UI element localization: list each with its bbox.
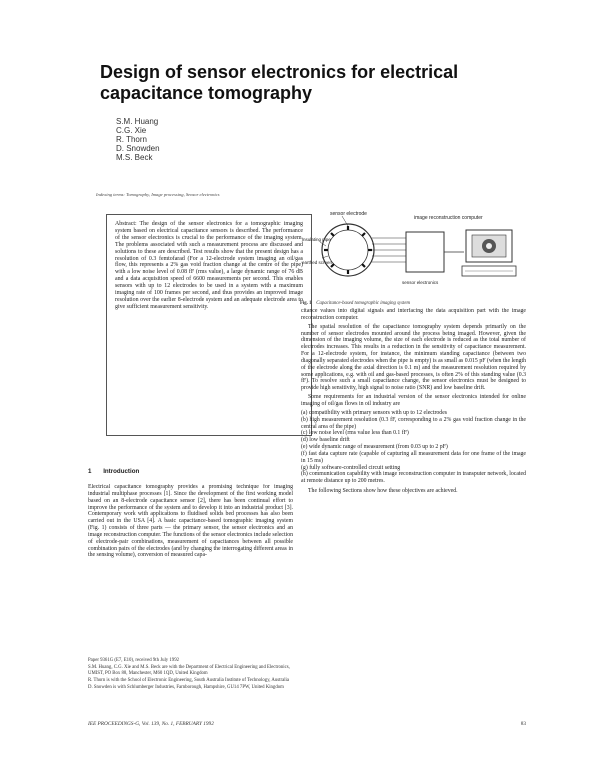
- figure-caption: [300, 301, 526, 306]
- label-image-computer: image reconstruction computer: [414, 215, 483, 221]
- requirement-item: (d) low baseline drift: [301, 437, 350, 444]
- section-heading: [88, 468, 149, 475]
- author-list: [116, 117, 160, 162]
- body-paragraph: citance values into digital signals and interfacing the data acquisition part with the image reconstruction computer.: [301, 308, 526, 321]
- abstract-text: Abstract: The design of the sensor electronics for a tomographic imaging system based on electrical capacitance sensors is described. The performance of the sensor electronics is crucial to the performance of the imaging system. The problems associated with such a measurement process are discussed and solutions to these are described. Test results show that the present design has a resolution of 0.3 femtofarad (For a 12-electrode system imaging an oil/gas flow, this represents a 2% gas void fraction change at the centre of the pipe) with a low noise level of 0.08 fF (rms value), a large dynamic range of 76 dB and a data acquisition speed of 6600 measurements per second. This enables sensors with up to 12 electrodes to be used in a system with a maximum imaging rate of 100 frames per second, and thus provides an improved image resolution over the earlier 8-electrode system and an adequate electrode area to give sufficient measurement sensitivity.: [115, 221, 303, 310]
- electronics-box: [406, 232, 444, 272]
- footnote: D. Snowden is with Schlumberger Industries, Farnborough, Hampshire, GU14 7PW, United Kingdom: [88, 684, 284, 690]
- requirement-item: (b) high measurement resolution (0.3 fF, corresponding to a 2% gas void fraction change in the central area of the pipe): [301, 416, 526, 430]
- footnote: S.M. Huang, C.G. Xie and M.S. Beck are with the Department of Electrical Engineering and Electronics, UMIST, PO Box 88, Manchester, M60 1QD, United Kingdom: [88, 664, 290, 676]
- author-name: M.S. Beck: [116, 153, 153, 162]
- right-column-text: [301, 308, 526, 708]
- body-paragraph: The spatial resolution of the capacitance tomography system depends primarily on the number of sensor electrodes mounted around the process being imaged. However, given the dimension of the imaging volume, the size of each electrode is reduced as the total number of electrodes increases. This results in a reduction in the sensitivity of capacitance measurement. For a 12-electrode system, for instance, the minimum standing capacitance (between two diagonally separated electrodes when the pipe is empty) is as small as 0.015 pF (when the length of the electrode along the axial direction is 0.1 m) and the measurement resolution required by some applications, e.g. with oil and gas-based processes, is often 2% of this standing value (0.3 fF). To resolve such a small capacitance change, the sensor electronics must be designed to provide high sensitivity, high signal to noise ratio (SNR) and low baseline drift.: [301, 323, 526, 392]
- author-name: R. Thorn: [116, 135, 147, 144]
- paper-title: [100, 62, 460, 104]
- system-figure: [302, 208, 528, 300]
- author-name: C.G. Xie: [116, 126, 147, 135]
- requirement-item: (h) communication capability with image reconstruction computer in transputer network, located at remote distance up to 200 metres.: [301, 471, 526, 485]
- footnote: Paper 9361G (E7, E10), received 9th July 1992: [88, 658, 179, 663]
- footnotes: [88, 658, 293, 692]
- label-sensor-electronics: sensor electronics: [402, 280, 439, 285]
- label-insulating-pipe: insulating pipe: [302, 237, 331, 242]
- figure-diagram: [302, 208, 528, 300]
- sensor-drawing: [320, 216, 374, 276]
- body-paragraph: Some requirements for an industrial version of the sensor electronics intended for online imaging of oil/gas flows in oil industry are: [301, 394, 526, 407]
- requirement-item: (f) fast data capture rate (capable of capturing all measurement data for one frame of the image in 15 ms): [301, 450, 526, 464]
- requirement-item: (c) low noise level (rms value less than 0.1 fF): [301, 430, 409, 437]
- section-title: Introduction: [103, 468, 140, 475]
- abstract-box: [106, 214, 312, 436]
- intro-paragraph: Electrical capacitance tomography provides a promising technique for imaging industrial multiphase processes [1]. Since the development of the first working model based on an 8-electrode capacitance sensor [2], there has been continual effort to improve the performance of the system and to develop it into an industrial product [3]. Contemporary work with applications to fluidised solids bed processes has also been carried out in the USA [4]. A basic capacitance-based tomographic imaging system (Fig. 1) consists of three parts — the primary sensor, the sensor electronics and an image reconstruction computer. The functions of the sensor electronics include selection of electrode-pair combinations, measurement of capacitances between all possible combination pairs of the electrodes (and by changing the interrogating different areas in the sensing volume), conversion of measured capa-: [88, 484, 293, 559]
- journal-reference: IEE PROCEEDINGS-G, Vol. 139, No. 1, FEBRUARY 1992: [88, 721, 214, 727]
- body-paragraph: The following Sections show how these objectives are achieved.: [308, 488, 458, 495]
- requirement-item: (g) fully software-controlled circuit setting: [301, 464, 401, 471]
- title-line-1: Design of sensor electronics for electrical: [100, 62, 459, 82]
- page-number: 83: [520, 721, 526, 727]
- footnote: R. Thorn is with the School of Electronic Engineering, South Australia Institute of Technology, Australia: [88, 677, 290, 683]
- index-terms: Indexing terms: Tomography, Image processing, Sensor electronics: [96, 192, 220, 197]
- left-column-text: [88, 484, 293, 656]
- label-sensor-electrode: sensor electrode: [330, 211, 367, 217]
- requirement-item: (a) compatibility with primary sensors with up to 12 electrodes: [301, 409, 448, 416]
- section-number: 1: [88, 468, 92, 475]
- author-name: S.M. Huang: [116, 117, 159, 126]
- title-line-2: capacitance tomography: [100, 83, 313, 103]
- author-name: D. Snowden: [116, 144, 160, 153]
- requirement-item: (e) wide dynamic range of measurement (from 0.03 up to 2 pF): [301, 444, 448, 451]
- figure-caption-label: Fig. 1: [300, 301, 312, 306]
- label-earthed-screen: earthed screen: [302, 260, 333, 265]
- connection-lines: [372, 238, 406, 262]
- computer-drawing: [462, 230, 516, 276]
- figure-caption-text: Capacitance-based tomographic imaging system: [316, 301, 410, 306]
